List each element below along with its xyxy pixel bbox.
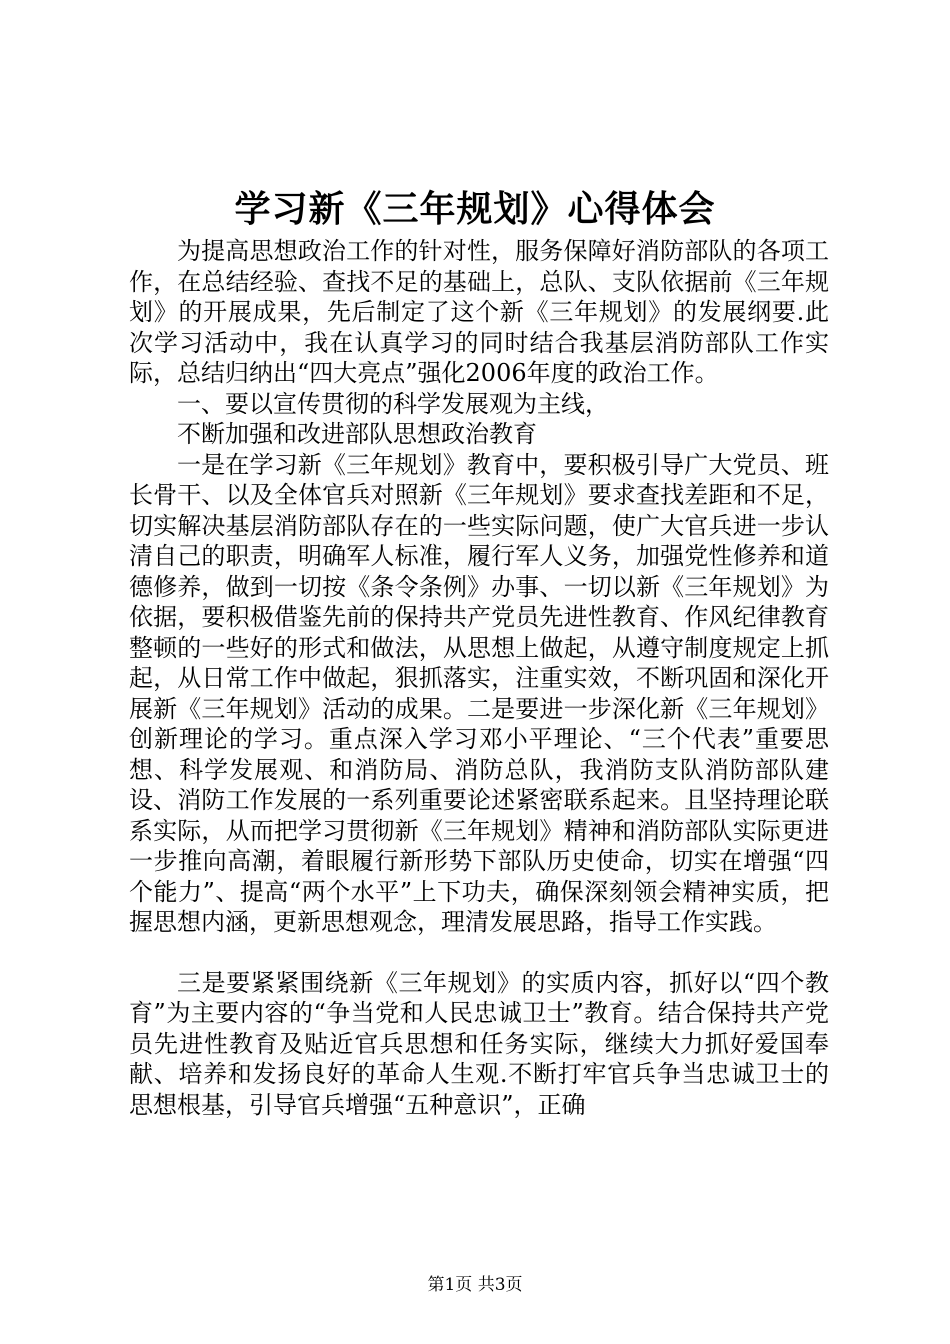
section-heading-line-2: 不断加强和改进部队思想政治教育 bbox=[177, 420, 537, 448]
paragraph-intro: 为提高思想政治工作的针对性，服务保障好消防部队的各项工作，在总结经验、查找不足的基础上，总队、支队依据前《三年规划》的开展成果，先后制定了这个新《三年规划》的发展纲要.此次学习活动中，我在认真学习的同时结合我基层消防部队工作实际，总结归纳出“四大亮点”强化2006年度的政治工作。 bbox=[129, 237, 829, 387]
section-heading-line-1: 一、要以宣传贯彻的科学发展观为主线， bbox=[177, 389, 609, 418]
paragraph-point-one-two: 一是在学习新《三年规划》教育中，要积极引导广大党员、班长骨干、以及全体官兵对照新《三年规划》要求查找差距和不足，切实解决基层消防部队存在的一些实际问题，使广大官兵进一步认清自己的职责，明确军人标准，履行军人义务，加强党性修养和道德修养，做到一切按《条令条例》办事、一切以新《三年规划》为依据，要积极借鉴先前的保持共产党员先进性教育、作风纪律教育整顿的一些好的形式和做法，从思想上做起，从遵守制度规定上抓起，从日常工作中做起，狠抓落实，注重实效，不断巩固和深化开展新《三年规划》活动的成果。二是要进一步深化新《三年规划》创新理论的学习。重点深入学习邓小平理论、“三个代表”重要思想、科学发展观、和消防局、消防总队，我消防支队消防部队建设、消防工作发展的一系列重要论述紧密联系起来。且坚持理论联系实际，从而把学习贯彻新《三年规划》精神和消防部队实际更进一步推向高潮，着眼履行新形势下部队历史使命，切实在增强“四个能力”、提高“两个水平”上下功夫，确保深刻领会精神实质，把握思想内涵，更新思想观念，理清发展思路，指导工作实践。 bbox=[129, 450, 829, 936]
page-number-footer: 第1页 共3页 bbox=[427, 1275, 523, 1295]
document-title: 学习新《三年规划》心得体会 bbox=[234, 188, 716, 230]
paragraph-point-three: 三是要紧紧围绕新《三年规划》的实质内容，抓好以“四个教育”为主要内容的“争当党和人民忠诚卫士”教育。结合保持共产党员先进性教育及贴近官兵思想和任务实际，继续大力抓好爱国奉献、培养和发扬良好的革命人生观.不断打牢官兵争当忠诚卫士的思想根基，引导官兵增强“五种意识”，正确 bbox=[129, 968, 829, 1119]
document-body bbox=[129, 236, 829, 1120]
